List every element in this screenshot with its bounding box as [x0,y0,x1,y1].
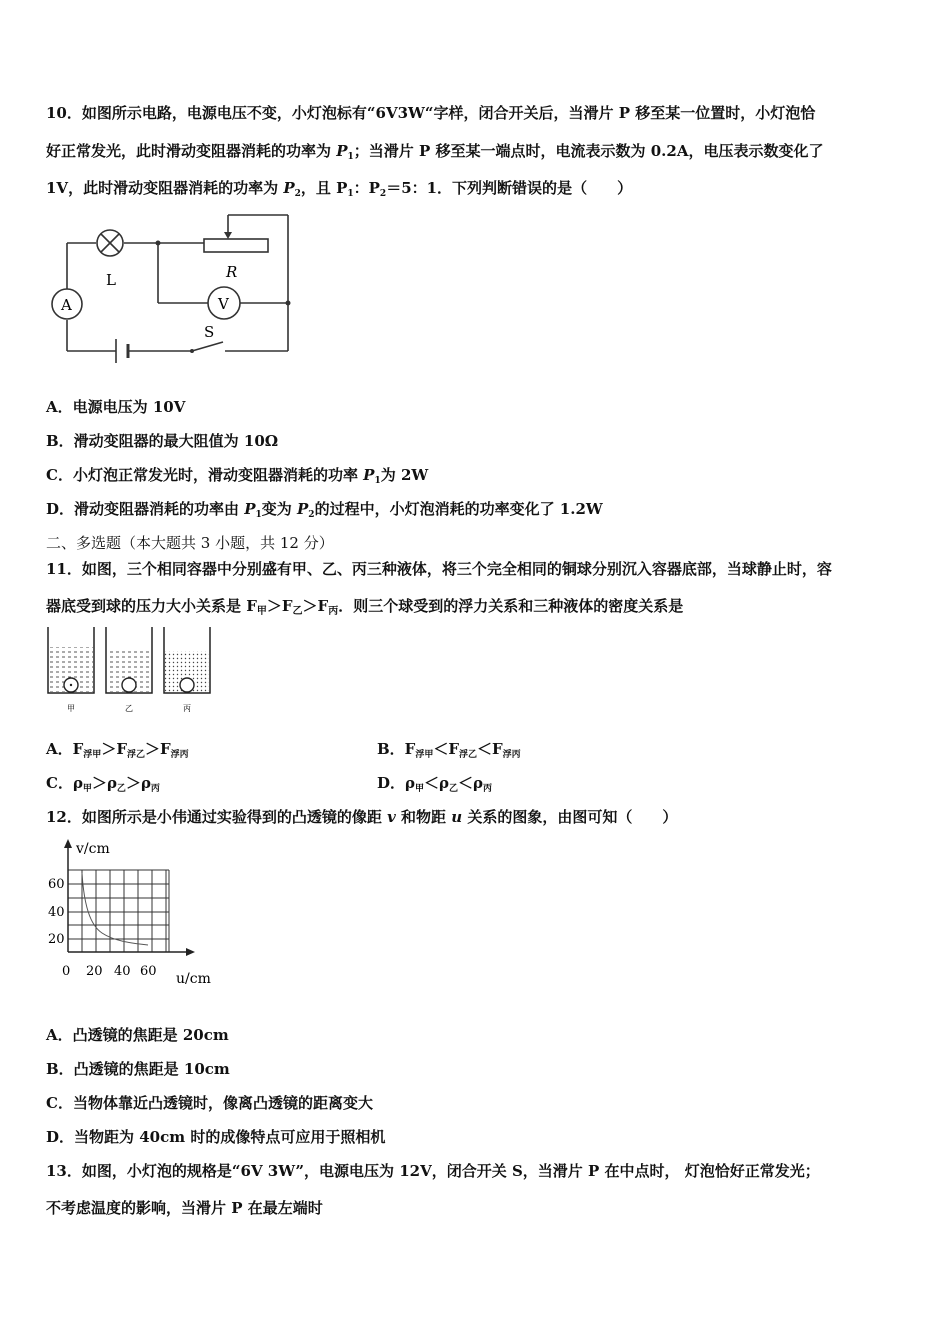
slider-arrow-icon [224,232,232,239]
q10-circuit-diagram [40,205,300,365]
q10-line-2: 好正常发光，此时滑动变阻器消耗的功率为 $P_1$；当滑片 P 移至某一端点时，电流表示数为 0.2A，电压表示数变化了 [46,142,824,162]
q10-option-c: C．小灯泡正常发光时，滑动变阻器消耗的功率 $P_1$为 2W [46,466,429,486]
ball-yi [122,678,136,692]
q10-option-b: B．滑动变阻器的最大阻值为 10Ω [46,432,279,450]
q10-option-d: D．滑动变阻器消耗的功率由 $P_1$变为 $P_2$的过程中，小灯泡消耗的功率变化了 1.2W [46,500,603,520]
voltmeter-label: V [218,295,229,313]
q12-line-1: 12．如图所示是小伟通过实验得到的凸透镜的像距 v 和物距 u 关系的图象，由图可知（ ） [46,808,678,826]
x-tick-20: 20 [86,964,103,979]
q13-line-2: 不考虑温度的影响，当滑片 P 在最左端时 [46,1199,323,1217]
q12-option-b: B．凸透镜的焦距是 10cm [46,1060,230,1078]
container-label-bing: 丙 [183,704,191,713]
x-axis-label: u/cm [176,971,211,987]
x-tick-60: 60 [140,964,157,979]
q11-containers-diagram [44,625,216,717]
q10-line-3: 1V，此时滑动变阻器消耗的功率为 $P_2$，且 $P_1$：$P_2=5$：1．下列判断错误的是（ ） [46,179,633,199]
y-tick-20: 20 [48,932,65,947]
y-axis-label: v/cm [76,841,110,857]
y-tick-60: 60 [48,877,65,892]
switch-label: S [204,323,215,341]
rheostat-label: R [226,263,238,281]
q12-graph [40,835,225,990]
x-tick-0: 0 [62,964,71,979]
lamp-label: L [106,271,116,289]
q12-option-a: A．凸透镜的焦距是 20cm [46,1026,229,1044]
q11-option-d: D．$\rho_甲<\rho_乙<\rho_丙$ [377,774,492,794]
q11-line-2: 器底受到球的压力大小关系是 $F_甲>F_乙>F_丙$．则三个球受到的浮力关系和三种液体的密度关系是 [46,597,684,617]
q13-line-1: 13．如图，小灯泡的规格是“6V 3W”，电源电压为 12V，闭合开关 S，当滑片 P 在中点时， 灯泡恰好正常发光； [46,1162,820,1180]
q10-line-1: 10．如图所示电路，电源电压不变，小灯泡标有“6V3W“字样，闭合开关后，当滑片 P 移至某一位置时，小灯泡恰 [46,104,816,122]
section-heading: 二、多选题（本大题共 3 小题，共 12 分） [46,534,334,552]
q11-option-c: C．$\rho_甲>\rho_乙>\rho_丙$ [46,774,160,794]
y-axis-arrow-icon [64,839,72,848]
q12-option-d: D．当物距为 40cm 时的成像特点可应用于照相机 [46,1128,386,1146]
container-label-yi: 乙 [125,704,133,713]
ammeter-label: A [61,296,72,314]
q11-option-b: B．$F_{浮甲}<F_{浮乙}<F_{浮丙}$ [377,740,521,760]
q10-option-a: A．电源电压为 10V [46,398,186,416]
q11-line-1: 11．如图，三个相同容器中分别盛有甲、乙、丙三种液体，将三个完全相同的铜球分别沉入容器底部，当球静止时，容 [46,560,832,578]
ball-bing [180,678,194,692]
q12-option-c: C．当物体靠近凸透镜时，像离凸透镜的距离变大 [46,1094,373,1112]
y-tick-40: 40 [48,905,65,920]
x-axis-arrow-icon [186,948,195,956]
q11-option-a: A．$F_{浮甲}>F_{浮乙}>F_{浮丙}$ [46,740,189,760]
x-tick-40: 40 [114,964,131,979]
container-label-jia: 甲 [67,704,75,713]
